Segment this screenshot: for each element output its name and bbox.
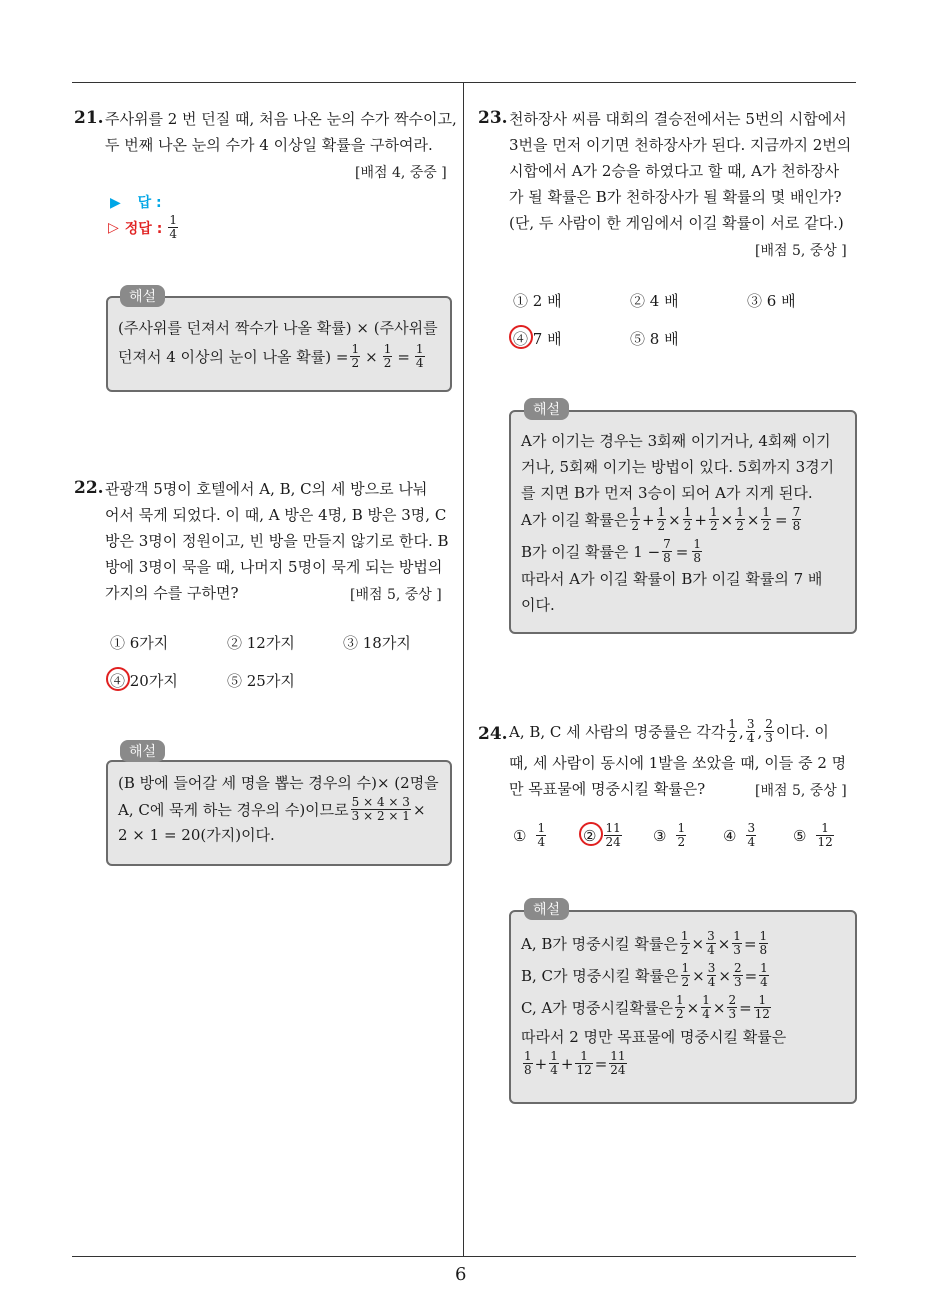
fraction: $\frac{5 \times 4 \times 3}{3 \times 2 \times 1}$	[351, 795, 410, 823]
fraction: $\frac{1}{12}$	[576, 1049, 592, 1077]
fraction: $\frac{3}{4}$	[747, 821, 756, 849]
option-1[interactable]: ① 6가지	[110, 634, 169, 652]
fraction: $\frac{1}{2}$	[676, 993, 684, 1021]
solution-23-line-2: 거나, 5회째 이기는 방법이 있다. 5회까지 3경기	[521, 458, 835, 476]
fraction: $\frac{1}{2}$	[681, 961, 690, 989]
fraction: $\frac{1}{2}$	[351, 342, 360, 370]
solution-24-line-2: B, C가 명중시킬 확률은 $\frac{1}{2}$ × $\frac{3}{4}$ × $\frac{2}{3}$ = $\frac{1}{4}$	[521, 961, 768, 989]
question-23-line-1: 천하장사 씨름 대회의 결승전에서는 5번의 시합에서	[509, 110, 847, 128]
option-1[interactable]: ① 2 배	[513, 292, 562, 310]
question-24-line-3: 만 목표물에 명중시킬 확률은?	[509, 780, 706, 798]
fraction: $\frac{2}{3}$	[728, 993, 737, 1021]
fraction: $\frac{1}{2}$	[728, 717, 737, 745]
solution-tag-24: 해설	[524, 898, 569, 920]
question-24-meta: [배점 5, 중상 ]	[755, 783, 847, 799]
fraction: $\frac{1}{2}$	[680, 929, 689, 957]
question-21-line-1: 주사위를 2 번 던질 때, 처음 나온 눈의 수가 짝수이고,	[105, 110, 457, 128]
fraction: $\frac{1}{12}$	[754, 993, 770, 1021]
question-24-line-1: A, B, C 세 사람의 명중률은 각각 $\frac{1}{2}$ , $\frac{3}{4}$ , $\frac{2}{3}$ 이다. 이	[509, 717, 829, 745]
solution-tag-21: 해설	[120, 285, 165, 307]
solution-22-line-3: 2 × 1 = 20(가지)이다.	[118, 826, 275, 844]
fraction: $\frac{1}{4}$	[415, 342, 424, 370]
fraction: $\frac{7}{8}$	[792, 505, 801, 533]
fraction: $\frac{1}{2}$	[762, 505, 771, 533]
comma: ,	[757, 722, 763, 741]
fraction: $\frac{3}{4}$	[707, 961, 716, 989]
fraction: $\frac{2}{3}$	[733, 961, 742, 989]
answer-row: ▶ 답 :	[110, 195, 162, 211]
question-number-22: 22.	[74, 478, 104, 498]
page-number: 6	[455, 1264, 467, 1285]
solution-24-line-4: 따라서 2 명만 목표물에 명중시킬 확률은	[521, 1028, 787, 1046]
question-21-meta: [배점 4, 중중 ]	[355, 165, 447, 181]
column-divider	[463, 82, 464, 1257]
answer-circle-mark	[106, 667, 130, 691]
fraction: $\frac{1}{2}$	[736, 505, 744, 533]
question-number-21: 21.	[74, 108, 104, 128]
option-2[interactable]: ② 4 배	[630, 292, 679, 310]
fraction: $\frac{1}{2}$	[683, 505, 692, 533]
solution-23-line-5: B가 이길 확률은 1 − $\frac{7}{8}$ = $\frac{1}{8}$	[521, 537, 702, 565]
solution-23-line-1: A가 이기는 경우는 3회째 이기거나, 4회째 이기	[521, 432, 831, 450]
solution-24-line-5: $\frac{1}{8}$ + $\frac{1}{4}$ + $\frac{1}{12}$ = $\frac{11}{24}$	[524, 1049, 626, 1077]
option-2[interactable]: ② 12가지	[227, 634, 295, 652]
outline-arrow-icon: ▷	[108, 219, 119, 236]
solution-23-line-3: 를 지면 B가 먼저 3승이 되어 A가 지게 된다.	[521, 484, 813, 502]
fraction: $\frac{1}{4}$	[550, 1049, 558, 1077]
option-5[interactable]: ⑤ $\frac{1}{12}$	[793, 821, 833, 849]
correct-answer-fraction: $\frac{1}{4}$	[169, 213, 177, 241]
question-23-line-2: 3번을 먼저 이기면 천하장사가 된다. 지금까지 2번의	[509, 136, 852, 154]
answer-circle-mark	[509, 325, 533, 349]
question-23-meta: [배점 5, 중상 ]	[755, 243, 847, 259]
solution-22-line-1: (B 방에 들어갈 세 명을 뽑는 경우의 수)× (2명을	[118, 774, 439, 792]
fraction: $\frac{1}{3}$	[733, 929, 741, 957]
question-22-line-2: 어서 묵게 되었다. 이 때, A 방은 4명, B 방은 3명, C	[105, 506, 447, 524]
fraction: $\frac{3}{4}$	[707, 929, 715, 957]
question-number-24: 24.	[478, 724, 508, 744]
solution-22-line-2: A, C에 묵게 하는 경우의 수)이므로 $\frac{5 \times 4 \times 3}{3 \times 2 \times 1}$ ×	[118, 795, 426, 823]
fraction: $\frac{2}{3}$	[765, 717, 773, 745]
option-4[interactable]: ④ $\frac{3}{4}$	[723, 821, 756, 849]
fraction: $\frac{1}{2}$	[677, 821, 686, 849]
question-22-line-5: 가지의 수를 구하면?	[105, 584, 239, 602]
option-3[interactable]: ③ 18가지	[343, 634, 411, 652]
fraction: $\frac{1}{2}$	[657, 505, 666, 533]
solution-tag-23: 해설	[524, 398, 569, 420]
option-3[interactable]: ③ 6 배	[747, 292, 796, 310]
fraction: $\frac{7}{8}$	[663, 537, 671, 565]
fraction: $\frac{1}{2}$	[709, 505, 718, 533]
play-arrow-icon: ▶	[110, 195, 121, 211]
correct-answer-row: ▷ 정답 : $\frac{1}{4}$	[108, 213, 177, 241]
solution-23-line-4: A가 이길 확률은 $\frac{1}{2}$ + $\frac{1}{2}$ × $\frac{1}{2}$ + $\frac{1}{2}$ × $\frac{1}{2}$ × $\frac{1}{2}$ = $\frac{7}{8}$	[521, 505, 801, 533]
top-rule	[72, 82, 856, 83]
fraction: $\frac{1}{4}$	[537, 821, 546, 849]
option-4[interactable]: ④ 7 배	[513, 330, 562, 348]
question-22-line-4: 방에 3명이 묵을 때, 나머지 5명이 묵게 되는 방법의	[105, 558, 443, 576]
question-22-meta: [배점 5, 중상 ]	[350, 587, 442, 603]
fraction: $\frac{1}{4}$	[702, 993, 710, 1021]
answer-circle-mark	[579, 822, 603, 846]
question-23-line-5: (단, 두 사람이 한 게임에서 이길 확률이 서로 같다.)	[509, 214, 844, 232]
option-5[interactable]: ⑤ 25가지	[227, 672, 295, 690]
option-2[interactable]: ② $\frac{11}{24}$	[583, 821, 621, 849]
comma: ,	[739, 722, 744, 741]
fraction: $\frac{11}{24}$	[605, 821, 621, 849]
fraction: $\frac{1}{8}$	[759, 929, 768, 957]
fraction: $\frac{1}{8}$	[524, 1049, 532, 1077]
option-5[interactable]: ⑤ 8 배	[630, 330, 679, 348]
question-number-23: 23.	[478, 108, 508, 128]
question-22-line-1: 관광객 5명이 호텔에서 A, B, C의 세 방으로 나눠	[105, 480, 428, 498]
fraction: $\frac{3}{4}$	[746, 717, 755, 745]
solution-24-line-1: A, B가 명중시킬 확률은 $\frac{1}{2}$ × $\frac{3}{4}$ × $\frac{1}{3}$ = $\frac{1}{8}$	[521, 929, 768, 957]
option-4[interactable]: ④ 20가지	[110, 672, 178, 690]
solution-24-line-3: C, A가 명중시킬확률은 $\frac{1}{2}$ × $\frac{1}{4}$ × $\frac{2}{3}$ = $\frac{1}{12}$	[521, 993, 770, 1021]
option-3[interactable]: ③ $\frac{1}{2}$	[653, 821, 686, 849]
solution-21-line-1: (주사위를 던져서 짝수가 나올 확률) × (주사위를	[118, 319, 438, 337]
question-23-line-3: 시합에서 A가 2승을 하였다고 할 때, A가 천하장사	[509, 162, 840, 180]
fraction: $\frac{1}{8}$	[693, 537, 702, 565]
fraction: $\frac{1}{2}$	[383, 342, 392, 370]
bottom-rule	[72, 1256, 856, 1257]
solution-23-line-7: 이다.	[521, 596, 555, 614]
question-24-line-2: 때, 세 사람이 동시에 1발을 쏘았을 때, 이들 중 2 명	[509, 754, 847, 772]
fraction: $\frac{1}{12}$	[817, 821, 833, 849]
solution-23-line-6: 따라서 A가 이길 확률이 B가 이길 확률의 7 배	[521, 570, 823, 588]
question-22-line-3: 방은 3명이 정원이고, 빈 방을 만들지 않기로 한다. B	[105, 532, 449, 550]
question-23-line-4: 가 될 확률은 B가 천하장사가 될 확률의 몇 배인가?	[509, 188, 842, 206]
solution-tag-22: 해설	[120, 740, 165, 762]
question-21-line-2: 두 번째 나온 눈의 수가 4 이상일 확률을 구하여라.	[105, 136, 433, 154]
fraction: $\frac{11}{24}$	[610, 1049, 626, 1077]
fraction: $\frac{1}{2}$	[631, 505, 639, 533]
solution-21-line-2: 던져서 4 이상의 눈이 나올 확률) = $\frac{1}{2}$ × $\frac{1}{2}$ = $\frac{1}{4}$	[118, 342, 424, 370]
option-1[interactable]: ① $\frac{1}{4}$	[513, 821, 546, 849]
fraction: $\frac{1}{4}$	[760, 961, 768, 989]
